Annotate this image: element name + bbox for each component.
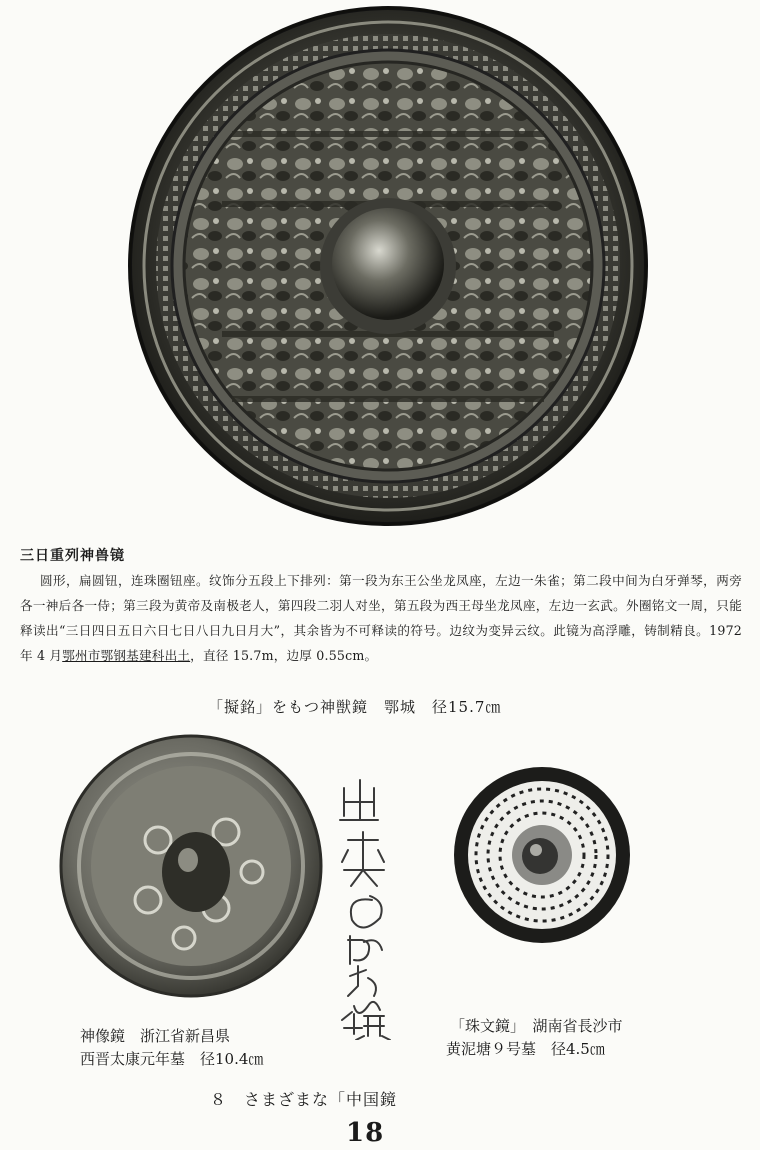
page-number: 18: [346, 1118, 385, 1148]
caption-body-end: ，直径 15.7m，边厚 0.55cm。: [190, 648, 378, 663]
handwritten-note: [330, 770, 400, 1040]
caption-title: 三日重列神兽镜: [20, 548, 125, 564]
left-mirror-photo: [56, 732, 326, 1000]
caption-body-text: 圆形，扁圆钮，连珠圈钮座。纹饰分五段上下排列：第一段为东王公坐龙凤座，左边一朱雀；第二段中间为白牙弹琴，两旁各一神后各一侍；第三段为黄帝及南极老人，第四段二羽人对坐，第五段为西王母坐龙凤座，左边一玄武。外圈铭文一周，只能释读出“三日四日五日六日七日八日九日月大”，其余皆为不可释读的符号。边纹为变异云纹。此镜为高浮雕，铸制精良。1972 年 4 月: [20, 573, 742, 663]
right-mirror-caption-line2: 黄泥塘９号墓 径4.5㎝: [446, 1040, 605, 1058]
section-title: ８ さまざまな「中国鏡: [210, 1090, 398, 1109]
left-mirror-caption-line2: 西晋太康元年墓 径10.4㎝: [80, 1050, 264, 1068]
right-mirror-photo: [448, 766, 636, 944]
caption-body-underlined: 鄂州市鄂钢基建科出土: [62, 648, 191, 663]
caption-body: [20, 568, 742, 668]
main-mirror-photo: [122, 4, 654, 532]
left-mirror-caption-line1: 神像鏡 浙江省新昌県: [80, 1027, 231, 1045]
right-mirror-caption-line1: 「珠文鏡」 湖南省長沙市: [450, 1017, 623, 1035]
main-mirror-label: 「擬銘」をもつ神獣鏡 鄂城 径15.7㎝: [208, 698, 502, 716]
